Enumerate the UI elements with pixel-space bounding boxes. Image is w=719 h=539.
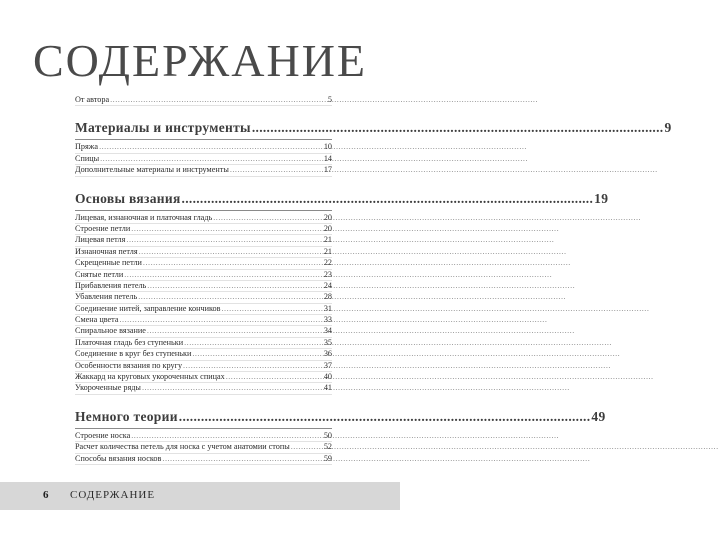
toc-entry-label: Особенности вязания по кругу [75,360,183,370]
dot-leader [182,191,594,207]
dot-leader [147,281,323,291]
footer-page-number: 6 [43,489,49,501]
toc-entry-label: Соединение нитей, заправление кончиков [75,303,221,313]
toc-section-heading[interactable] [75,190,609,211]
section-page: 19 [594,190,609,206]
section-title: Основы вязания [75,190,181,206]
section-page: 49 [591,408,606,424]
toc-entry[interactable] [75,142,332,153]
toc-entry[interactable] [75,326,332,337]
toc-entry-page: 41 [323,383,332,393]
toc-entry-page: 17 [323,165,332,175]
toc-entry-page: 5 [327,94,332,104]
toc-entry-label: Расчет количества петель для носка с учетом анатомии стопы [75,442,290,452]
toc-entry-label: Пряжа [75,142,99,152]
toc-entry-label: Дополнительные материалы и инструменты [75,165,229,175]
dot-leader [226,372,323,382]
dot-leader [184,338,323,348]
dot-leader [126,235,322,245]
toc-entry-label: Снятые петли [75,269,124,279]
toc-entry-label: От автора [75,94,110,104]
toc-entry[interactable] [75,235,332,246]
toc-entry[interactable] [75,304,332,315]
dot-leader [124,270,323,280]
footer-title: СОДЕРЖАНИЕ [70,489,156,501]
toc-entry[interactable] [75,213,332,224]
dot-leader [147,326,323,336]
toc-entry-page: 24 [323,280,332,290]
toc-intro-entry[interactable] [75,95,332,106]
toc-entry-label: Спицы [75,153,100,163]
toc-entry[interactable] [75,270,332,281]
dot-leader [100,154,323,164]
toc-entry-label: Скрещенные петли [75,258,142,268]
toc-entry-page: 21 [323,235,332,245]
toc-entry-page: 10 [323,142,332,152]
toc-entry-label: Соединение в круг без ступеньки [75,349,192,359]
toc-entry-label: Лицевая, изнаночная и платочная гладь [75,212,213,222]
toc-entry[interactable] [75,349,332,360]
dot-leader [139,247,323,257]
table-of-contents [75,94,672,465]
toc-entry-label: Прибавления петель [75,280,147,290]
toc-entry-page: 59 [323,453,332,463]
toc-entry[interactable] [75,292,332,303]
dot-leader [162,454,322,464]
toc-entry[interactable] [75,383,332,394]
toc-entry-label: Изнаночная петля [75,246,138,256]
toc-entry[interactable] [75,315,332,326]
toc-entry-page: 40 [323,372,332,382]
toc-entry-label: Спиральное вязание [75,326,146,336]
dot-leader [110,95,327,105]
dot-leader [179,409,591,425]
toc-entry-page: 28 [323,292,332,302]
toc-entry-page: 37 [323,360,332,370]
dot-leader [192,349,322,359]
toc-entry-page: 20 [323,223,332,233]
toc-entry[interactable] [75,361,332,372]
page-title: СОДЕРЖАНИЕ [32,35,368,86]
toc-entry[interactable] [75,372,332,383]
dot-leader [99,142,323,152]
toc-entry[interactable] [75,454,332,465]
toc-entry[interactable] [75,258,332,269]
toc-entry[interactable] [75,154,332,165]
toc-entry-page: 52 [323,442,332,452]
toc-section-heading[interactable] [75,120,672,140]
dot-leader [131,431,323,441]
toc-section-heading[interactable] [75,408,606,429]
toc-entry-label: Строение носка [75,430,131,440]
toc-entry[interactable] [75,338,332,349]
dot-leader [252,120,664,136]
dot-leader [119,315,322,325]
toc-entry-page: 14 [323,153,332,163]
toc-entry-page: 36 [323,349,332,359]
toc-entry-page: 34 [323,326,332,336]
toc-entry-page: 33 [323,315,332,325]
toc-entry-label: Способы вязания носков [75,453,162,463]
toc-entry-label: Укороченные ряды [75,383,141,393]
toc-entry-page: 31 [323,303,332,313]
footer-bar [0,482,400,510]
dot-leader [230,165,323,175]
toc-entry-page: 35 [323,337,332,347]
dot-leader [222,304,323,314]
dot-leader [213,213,323,223]
dot-leader [183,361,323,371]
toc-entry[interactable] [75,442,332,453]
dot-leader [143,258,323,268]
toc-entry-label: Смена цвета [75,315,119,325]
toc-entry-page: 23 [323,269,332,279]
toc-entry[interactable] [75,431,332,442]
toc-entry-label: Лицевая петля [75,235,126,245]
toc-entry[interactable] [75,224,332,235]
toc-entry-page: 50 [323,430,332,440]
dot-leader [138,292,323,302]
toc-entry-label: Жаккард на круговых укороченных спицах [75,372,225,382]
toc-entry-page: 22 [323,258,332,268]
section-title: Немного теории [75,408,178,424]
toc-entry-label: Строение петли [75,223,131,233]
toc-entry[interactable] [75,281,332,292]
section-title: Материалы и инструменты [75,120,251,136]
toc-entry-page: 21 [323,246,332,256]
section-page: 9 [664,120,672,136]
dot-leader [142,383,323,393]
toc-entry[interactable] [75,165,332,176]
dot-leader [131,224,323,234]
toc-entry-label: Убавления петель [75,292,138,302]
toc-entry-page: 20 [323,212,332,222]
dot-leader [291,442,323,452]
toc-entry-label: Платочная гладь без ступеньки [75,337,184,347]
toc-entry[interactable] [75,247,332,258]
